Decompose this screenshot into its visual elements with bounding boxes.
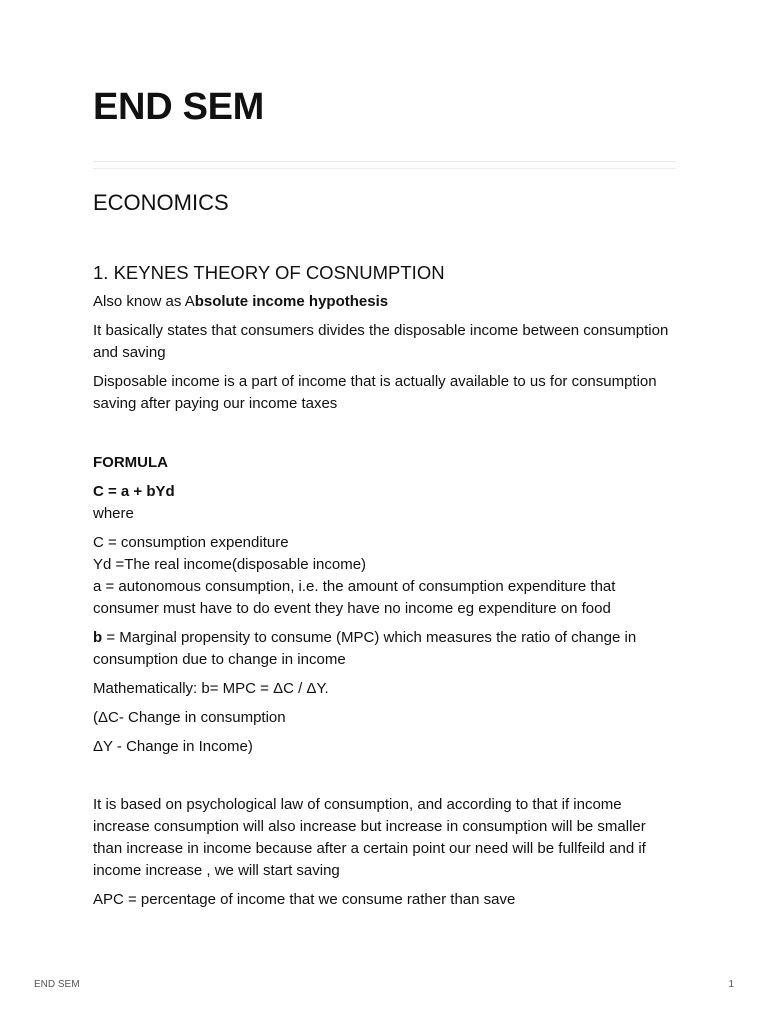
document-title: END SEM <box>93 86 265 128</box>
definition-a: a = autonomous consumption, i.e. the amount of consumption expenditure that consumer must have to do event they have no income eg expenditure on food <box>93 578 616 617</box>
definition-b-text: = Marginal propensity to consume (MPC) which measures the ratio of change in consumption due to change in income <box>93 629 637 668</box>
aka-line <box>93 291 678 313</box>
divider <box>93 168 676 169</box>
divider <box>93 161 676 162</box>
paragraph-psychological-law: It is based on psychological law of consumption, and according to that if income increase consumption will also increase but increase in consumption will be smaller than increase in income because after a certain point our need will be fullfeild and if income increase , we will start saving <box>93 796 646 879</box>
apc-line: APC = percentage of income that we consume rather than save <box>93 891 516 908</box>
formula-label: FORMULA <box>93 454 168 471</box>
aka-bold: bsolute income hypothesis <box>194 293 389 310</box>
subject-heading: ECONOMICS <box>93 190 229 215</box>
delta-y-line: ΔY - Change in Income) <box>93 738 253 755</box>
definition-c: C = consumption expenditure <box>93 534 289 551</box>
delta-c-line: (ΔC- Change in consumption <box>93 709 286 726</box>
definition-b-label: b <box>93 629 103 646</box>
aka-prefix: Also know as A <box>93 293 195 310</box>
formula: C = a + bYd <box>93 483 175 500</box>
paragraph-disposable-income: Disposable income is a part of income that is actually available to us for consumption saving after paying our income taxes <box>93 373 657 412</box>
paragraph-definition: It basically states that consumers divides the disposable income between consumption and saving <box>93 322 669 361</box>
section-heading: 1. KEYNES THEORY OF COSNUMPTION <box>93 262 445 283</box>
page-number: 1 <box>728 979 734 990</box>
mathematically-line: Mathematically: b= MPC = ΔC / ΔY. <box>93 680 329 697</box>
definition-yd: Yd =The real income(disposable income) <box>93 556 367 573</box>
footer-title: END SEM <box>34 979 80 990</box>
definition-b <box>93 627 678 671</box>
where-text: where <box>93 505 134 522</box>
